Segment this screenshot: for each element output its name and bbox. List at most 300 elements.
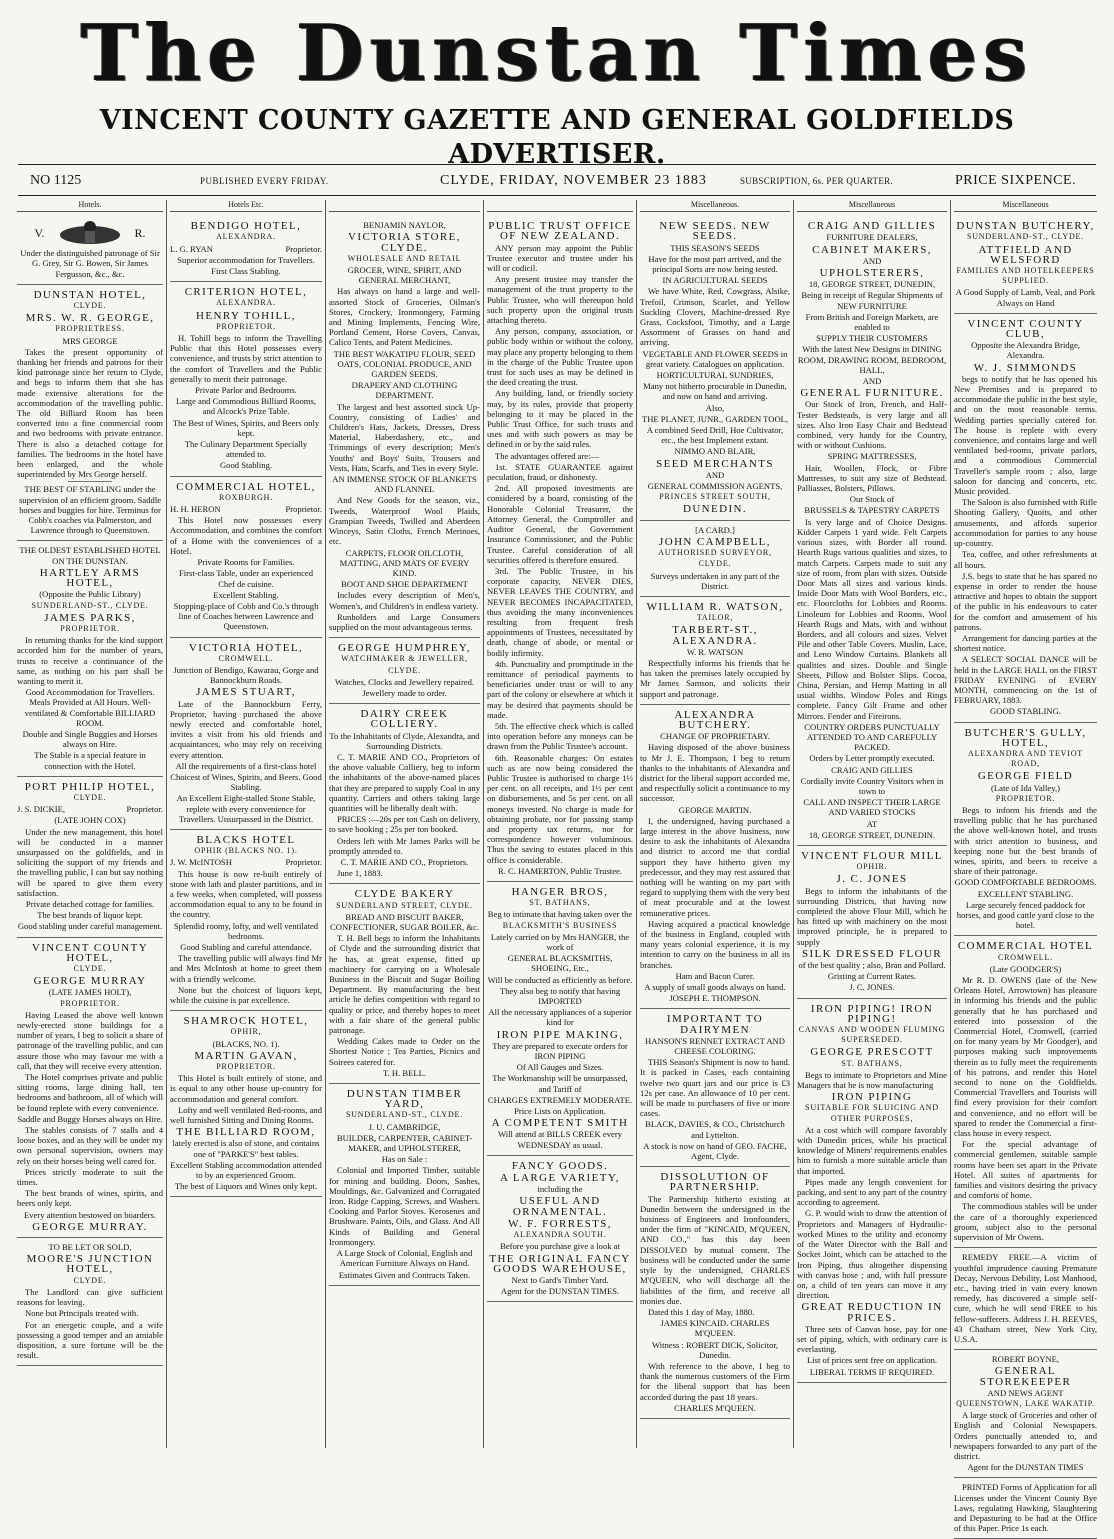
ad-paragraph: Having acquired a practical knowledge of the business in England, coupled with many years colonial experience, it is my intention to carry on the business in all its branches. [640, 918, 790, 970]
ad-paragraph: Includes every description of Men's, Women's, and Children's in endless variety. [329, 590, 480, 611]
ad-subheading: ST. BATHANS, [529, 898, 591, 908]
advertisement [17, 1238, 163, 1366]
ad-line: Under the distinguished patronage of Sir G. Grey, Sir G. Bowen, Sir James Fergusson, &c., &c. [20, 248, 160, 279]
ad-line: GOOD STABLING. [990, 706, 1061, 717]
proprietor-title: Proprietor. [285, 857, 322, 868]
newspaper-subtitle: VINCENT COUNTY GAZETTE AND GENERAL GOLDFIELDS ADVERTISER. [99, 105, 1015, 170]
ad-heading: ATTFIELD AND WELSFORD [978, 243, 1073, 266]
ad-paragraph: 4th. Punctuality and promptitude in the remittance of periodical payments to beneficiaries under trust or will to any part of the colony or elsewhere at which it may be desired that payments should be made. [487, 658, 633, 720]
ad-line: Jewellery made to order. [362, 687, 447, 698]
ad-line: Large securely fenced paddock for horses, and good cattle yard close to the hotel. [956, 899, 1095, 931]
ad-heading: THE BILLIARD ROOM, [176, 1126, 316, 1139]
column-4 [483, 200, 636, 1448]
column-header: Hotels Etc. [170, 200, 322, 212]
column-2 [166, 200, 325, 1448]
proprietor-title: Proprietor. [285, 504, 322, 515]
advertisement [329, 216, 480, 638]
ad-subheading: SUNDERLAND-ST., CLYDE. [966, 232, 1085, 242]
ad-line: Private Parlor and Bedrooms. [195, 385, 297, 396]
ad-line: JAMES KINCAID. CHARLES M'QUEEN. [660, 1318, 770, 1339]
ad-line: BRUSSELS & TAPESTRY CARPETS [804, 505, 940, 516]
ad-line: Lately carried on by Mrs HANGER, the work of [490, 931, 630, 953]
ad-line: BREAD AND BISCUIT BAKER, CONFECTIONER, SUGAR BOILER, &c. [330, 911, 479, 932]
ad-line: CHARLES M'QUEEN. [674, 1402, 756, 1413]
ad-paragraph: Hair, Woollen, Flock, or Fibre Mattresses, to suit any size of Bedstead. Palliasses, Bolsters, Pillows. [797, 462, 947, 494]
ad-heading: HANGER BROS, [511, 886, 609, 898]
proprietor-title: Proprietor. [126, 804, 163, 815]
ad-line: FURNITURE DEALERS, [826, 232, 918, 243]
ad-subheading: ALEXANDRA SOUTH. [513, 1230, 607, 1240]
ad-line: AN IMMENSE STOCK OF BLANKETS AND FLANNEL [332, 474, 477, 495]
page-columns [14, 200, 1100, 1534]
ad-heading: VICTORIA STORE, CLYDE. [348, 231, 461, 254]
ad-heading: NEW SEEDS. NEW SEEDS. [659, 220, 771, 243]
ad-subheading: PROPRIETOR. [216, 321, 276, 331]
ad-line: Junction of Bendigo, Kawarau, Gorge and Bannockburn Roads. [173, 664, 319, 686]
advertisement [640, 521, 790, 597]
ad-paragraph: None but Principals treated with. [25, 1308, 139, 1319]
ad-line: GROCER, WINE, SPIRIT, AND GENERAL MERCHANT, [347, 265, 462, 286]
ad-subheading: SUNDERLAND STREET, CLYDE. [336, 900, 473, 910]
ad-line: SPRING MATTRESSES, [827, 451, 917, 462]
column-header: Miscellaneous [954, 200, 1097, 212]
ad-line: Many not hitherto procurable in Dunedin, and now on hand and arriving. [643, 381, 787, 402]
ad-paragraph: Having Leased the above well known newly-erected stone buildings for a number of years, I beg to solicit a share of patronage of the travelling public, and can assure those who may favour me with a call, that they will receive every attention. [17, 1009, 163, 1071]
ad-paragraph: Any building, land, or friendly society may, by its rules, provide that property belonging to it may be placed in the Public Trust Office, for such trusts and uses and with such powers as may be defined in or by the said rules. [487, 388, 633, 450]
advertisement [329, 638, 480, 704]
ad-paragraph: 1st. STATE GUARANTEE against peculation, fraud, or dishonesty. [487, 461, 633, 483]
ad-heading: FANCY GOODS. [511, 1159, 609, 1172]
ad-line: Good Stabling and careful attendance. [180, 942, 312, 952]
proprietor-name: J. W. McINTOSH [170, 857, 232, 868]
advertisement [170, 830, 322, 1011]
ad-line: THE BEST OF STABLING under the supervision of an efficient groom. Saddle horses and buggies for hire. Terminus for Cobb's coaches via Palmerston, and Lawrence through to Queenstown. [18, 484, 162, 536]
ad-heading: UPHOLSTERERS, [819, 267, 925, 280]
ad-subheading: CLYDE. [73, 792, 107, 802]
ad-heading: HARTLEY ARMS HOTEL, [39, 566, 141, 590]
ad-subheading: CANVAS AND WOODEN FLUMING SUPERSEDED. [798, 1025, 946, 1045]
ad-subheading: CLYDE. [73, 1275, 107, 1285]
ad-line: GENERAL COMMISSION AGENTS, [647, 481, 783, 492]
ad-name-row [17, 804, 163, 814]
ad-subheading: WATCHMAKER & JEWELLER, [341, 654, 468, 664]
advertisement [797, 999, 947, 1383]
ad-heading: W. F. FORRESTS, [508, 1217, 612, 1230]
ad-line: AND NEWS AGENT [987, 1387, 1064, 1398]
ad-name-row [170, 857, 322, 867]
ad-paragraph: Begs to inform the inhabitants of the surrounding Districts, that having now completed the above Flour Mill, which he has fitted up with machinery on the most improved principle, he is prepared to supply [797, 885, 947, 947]
ad-line: Superior accommodation for Travellers. [177, 254, 315, 265]
advertisement [17, 285, 163, 542]
ad-line: [A CARD.] [695, 524, 735, 535]
ad-paragraph: Colonial and Imported Timber, suitable for mining and building. Doors, Sashes, Mouldings, &c. Galvanized and Corrugated Iron. Ridge Capping, Screws, and Washers. Cooking and Parlor Stoves. Kerosenes and Brushware. Paints, Oils, and Glass. And All Kinds of Building and General Ironmongery. [329, 1165, 480, 1247]
proprietor-name: H. H. HERON [170, 504, 221, 515]
ad-line: To the Inhabitants of Clyde, Alexandra, and Surrounding Districts. [329, 730, 480, 751]
ad-line: HANSON'S RENNET EXTRACT AND CHEESE COLORING. [645, 1035, 785, 1057]
advertisement [170, 638, 322, 830]
ad-paragraph: With reference to the above, I beg to thank the numerous customers of the Firm for the liberal support that has been accorded during the past 18 years. [640, 1360, 790, 1402]
ad-line: Good stabling under careful management. [17, 921, 163, 932]
ad-paragraph: This Hotel is built entirely of stone, and is equal to any other house up-country for accommodation and general comfort. [170, 1073, 322, 1104]
ad-line: TO BE LET OR SOLD, [48, 1242, 132, 1253]
ad-paragraph: Late of the Bannockburn Ferry, Proprietor, having purchased the above newly erected and comfortable hotel, invites a visit from his old friends and acquaintances, who may rely on receiving every attention. [170, 698, 322, 760]
advertisement [17, 216, 163, 285]
ad-subheading: CROMWELL. [998, 952, 1053, 962]
advertisement [329, 704, 480, 884]
ad-line: Our Stock of [849, 494, 895, 505]
advertisement [954, 216, 1097, 314]
ad-line: VEGETABLE AND FLOWER SEEDS in great variety. Catalogues on application. [642, 348, 788, 369]
ad-line: CARPETS, FLOOR OILCLOTH, MATTING, AND MATS OF EVERY KIND. [339, 547, 470, 578]
ad-subheading: FAMILIES AND HOTELKEEPERS SUPPLIED. [956, 266, 1095, 286]
ad-paragraph: The Hotel comprises private and public sitting rooms, large dining hall, ten bedrooms and bathroom, all of which will be found replete with every convenience. [17, 1072, 163, 1113]
ad-line: BLACK, DAVIES, & CO., Christchurch and Lyttelton. [645, 1119, 785, 1140]
ad-line: T. H. BELL. [382, 1067, 427, 1078]
ad-line: Every attention bestowed on boarders. [24, 1209, 156, 1220]
ad-heading: SILK DRESSED FLOUR [801, 947, 943, 960]
ad-line: Splendid roomy, lofty, and well ventilated bedrooms. [173, 920, 319, 941]
ad-heading: IMPORTANT TO DAIRYMEN [666, 1013, 764, 1036]
ad-subheading: CLYDE. [73, 301, 107, 311]
ad-line: Will be conducted as efficiently as before. [487, 974, 633, 985]
ad-line: All the necessary appliances of a superior kind for [488, 1007, 632, 1028]
masthead-rule-bottom [18, 195, 1096, 196]
ad-line: J. U. CAMBRIDGE, [368, 1121, 441, 1132]
ad-line: They also beg to notify that having IMPORTED [499, 985, 621, 1007]
ad-line: Excellent Stabling. [213, 589, 279, 600]
ad-heading: CLYDE BAKERY [354, 888, 455, 901]
advertisement [17, 777, 163, 938]
ad-heading: CRAIG AND GILLIES [807, 220, 937, 233]
ad-heading: ALEXANDRA BUTCHERY. [674, 708, 756, 731]
ad-paragraph: Wedding Cakes made to Order on the Shortest Notice ; Tea Parties, Picnics and Soirees catered for. [329, 1036, 480, 1067]
ad-line: DRAPERY AND CLOTHING DEPARTMENT. [351, 380, 458, 401]
advertisement [170, 1011, 322, 1197]
ad-line: They are prepared to execute orders for IRON PIPING [492, 1040, 628, 1062]
column-7 [950, 200, 1100, 1534]
ad-line: Before you purchase give a look at [500, 1241, 620, 1252]
ad-subheading: CLYDE. [73, 964, 107, 973]
column-header [487, 200, 633, 212]
ad-heading: MRS. W. R. GEORGE, [25, 312, 155, 325]
ad-heading: BLACKS HOTEL [196, 833, 296, 846]
advertisement [640, 216, 790, 520]
ad-paragraph: Takes the present opportunity of thanking her friends and patrons for their kind patronage since her return to Clyde, and begs to inform them that she has made extensive alterations for the accommodation of the travelling public. The old Billiard Room has been converted into a fine commercial room and two bedrooms with private entrance. There is also a detached cottage for families. The bedrooms in the hotel have been enlarged, and the whole superintended by Mrs George herself. [17, 346, 163, 480]
ad-line: A Good Supply of Lamb, Veal, and Pork Always on Hand [955, 287, 1096, 308]
ad-line: GOOD COMFORTABLE BEDROOMS. [954, 877, 1097, 888]
ad-paragraph: Pipes made any length convenient for packing, and sent to any part of the country according to agreement. [797, 1176, 947, 1208]
ad-paragraph: In returning thanks for the kind support accorded him for the number of years, trusts to receive a continuance of the same, as nothing on his part shall be wanting to merit it. [17, 635, 163, 686]
ad-heading: BENDIGO HOTEL, [190, 220, 302, 233]
ad-paragraph: None but the choicest of liquors kept, while the cuisine is par excellence. [170, 984, 322, 1006]
ad-paragraph: PRINTED Forms of Application for all Licenses under the Vincent County Bye Laws, regulating Hawking, Slaughtering and Depasturing to be had at the Office of this Paper. Price 1s each. [954, 1482, 1097, 1534]
ad-line: Large and Commodious Billiard Rooms, and Alcock's Prize Table. [176, 396, 316, 417]
ad-name-row [170, 244, 322, 254]
column-header: Miscellaneous [797, 200, 947, 212]
ad-paragraph: The Partnership hitherto existing at Dunedin between the undersigned in the business of Engineers and Ironfounders, under the firm of "KINCAID, M'QUEEN, AND CO.," has this day been DISSOLVED by mutual consent. The business will be conducted under the same style by the undersigned, CHARLES M'QUEEN, who will discharge all the liabilities of the firm, and receive all monies due. [640, 1193, 790, 1306]
dateline [20, 170, 1094, 192]
ad-line: Choicest of Wines, Spirits, and Beers. Good Stabling. [170, 771, 322, 793]
ad-heading: DAIRY CREEK COLLIERY. [360, 708, 449, 731]
ad-line: AND [705, 469, 725, 480]
ad-line: The best brands of liquor kept. [37, 910, 143, 921]
ad-heading: USEFUL AND ORNAMENTAL. [512, 1195, 608, 1218]
ad-heading: GEORGE PRESCOTT [810, 1046, 934, 1059]
ad-line: HORTICULTURAL SUNDRIES, [656, 370, 774, 381]
ad-line: NIMMO AND BLAIR, [674, 446, 756, 457]
ad-subheading: ROXBURGH. [218, 492, 274, 502]
advertisement [487, 1156, 633, 1302]
ad-paragraph: 5th. The effective check which is called into operation before any moneys can be drawn from the Public Trustee's account. [487, 720, 633, 752]
ad-line: A combined Seed Drill, Hoe Cultivator, etc., the best Implement extant. [646, 425, 784, 446]
advertisement [640, 597, 790, 705]
ad-paragraph: The Landlord can give sufficient reasons for leaving. [17, 1286, 163, 1308]
column-5 [636, 200, 793, 1448]
ad-paragraph: Having disposed of the above business to Mr J. E. Thompson, I beg to return thanks to the inhabitants of Alexandra and district for the liberal support accorded me, and respectfully solicit a continuance to my successor. [640, 742, 790, 804]
ad-heading: DUNSTAN TIMBER YARD, [346, 1088, 463, 1111]
ad-heading: SHAMROCK HOTEL, [183, 1015, 309, 1028]
ad-line: Excellent Stabling accommodation attended to by an experienced Groom. [170, 1159, 322, 1181]
ad-line: First Class Stabling. [211, 266, 281, 277]
ad-heading: IRON PIPING [831, 1091, 913, 1104]
ad-heading: JAMES STUART, [196, 686, 296, 699]
ad-paragraph: ANY person may appoint the Public Trustee executor and trustee under his will or codicil. [487, 242, 633, 274]
ad-heading: DUNSTAN BUTCHERY, [956, 220, 1095, 233]
ad-heading: GEORGE FIELD [977, 770, 1074, 783]
column-header: Hotels. [17, 200, 163, 212]
ad-line: AT [866, 818, 878, 829]
ad-line: From British and Foreign Markets, are enabled to [805, 311, 939, 333]
advertisement [954, 314, 1097, 723]
ad-paragraph: The best brands of wines, spirits, and beers only kept. [17, 1188, 163, 1209]
ad-subheading: ALEXANDRA. [216, 232, 276, 242]
issue-number: NO 1125 [30, 173, 82, 188]
ad-paragraph: We have White, Red, Cowgrass, Alsike, Trefoil, Crimson, Scarlet, and Yellow Suckling Clovers, Machine-dressed Rye Grass, Cocksfoot, Timothy, and a Large Assortment of Grasses on hand and arriving. [640, 286, 790, 348]
ad-paragraph: J.S. begs to state that he has spared no expense in order to render the house attractive and hopes to obtain the support of the public in his endeavours to cater for the comfort and amusement of his patrons. [954, 570, 1097, 632]
ad-line: (Late of Ida Valley,) [991, 782, 1060, 793]
ad-subheading: PROPRIETOR. [216, 1062, 276, 1072]
advertisement [17, 938, 163, 1238]
ad-paragraph: C. T. MARIE AND CO., Proprietors of the above valuable Colliery, beg to inform the inhabitants of the above-named places that they are prepared to supply Coal in any quantity. Carriers and others taking large quantities will be liberally dealt with. [329, 751, 480, 813]
ad-heading: GEORGE MURRAY [33, 975, 147, 988]
ad-paragraph: Respectfully informs his friends that he has taken the premises lately occupied by Mr James Samson, and solicits their support and patronage. [640, 657, 790, 699]
ad-line: The Best of Wines, Spirits, and Beers only kept. [172, 417, 320, 438]
ad-line: Watches, Clocks and Jewellery repaired. [334, 676, 475, 687]
advertisement [954, 1478, 1097, 1539]
ad-line: Cordially invite Country Visitors when in town to [800, 775, 944, 796]
ad-paragraph: Tea, coffee, and other refreshments at all hours. [954, 549, 1097, 570]
ad-heading: TARBERT-ST., ALEXANDRA. [672, 624, 758, 647]
ad-heading: DISSOLUTION OF PARTNERSHIP. [660, 1171, 770, 1194]
ad-line: All the requirements of a first-class hotel [175, 760, 317, 771]
ad-line: Witness : ROBERT DICK, Solicitor, Dunedin. [651, 1339, 779, 1360]
ad-name-row [170, 504, 322, 514]
advertisement [954, 723, 1097, 937]
ad-paragraph: Three sets of Canvas hose, pay for one set of piping, which, with ordinary care is everlasting. [797, 1323, 947, 1355]
ad-heading: HENRY TOHILL, [196, 309, 296, 322]
ad-paragraph: PRICES :—20s per ton Cash on delivery, to save booking ; 25s per ton booked. [329, 814, 480, 835]
ad-heading: GEORGE HUMPHREY, [338, 642, 471, 655]
ad-line: List of prices sent free on application. [806, 1355, 938, 1366]
ad-paragraph: This Hotel now possesses every Accommodation, and combines the comfort of a Home with the conveniences of a Hotel. [170, 515, 322, 556]
ad-paragraph: Arrangement for dancing parties at the shortest notice. [954, 632, 1097, 654]
ad-subheading: TAILOR, [696, 613, 734, 623]
ad-paragraph: T. H. Bell begs to inform the Inhabitants of Clyde and the surrounding district that he has, at great expense, fitted up machinery for carrying on a Wholesale Business in the Biscuit and Sugar Boiling Department. By manufacturing the best article he defies competition with regard to quality or price, and thereby hopes to meet with a fair share of the general public patronage. [329, 933, 480, 1036]
ad-subheading: ST. BATHANS, [841, 1058, 903, 1068]
ad-subheading: CLYDE. [388, 665, 421, 675]
ad-paragraph: Orders left with Mr James Parks will be promptly attended to. [329, 835, 480, 856]
advertisement [487, 216, 633, 882]
ad-paragraph: The commodious stables will be under the care of a thoroughly experienced groom, subject also to the personal supervision of Mr Owens. [954, 1201, 1097, 1243]
advertisement [17, 541, 163, 776]
ad-heading: PORT PHILIP HOTEL, [24, 780, 156, 793]
ad-heading: GENERAL FURNITURE. [800, 387, 944, 400]
price: PRICE SIXPENCE. [955, 173, 1077, 188]
ad-line: Agent for the DUNSTAN TIMES [967, 1462, 1084, 1473]
ad-paragraph: Any present trustee may transfer the management of the trust property to the Public Trustee, who will thereupon hold such property upon the original trusts attaching thereto. [487, 274, 633, 326]
ad-paragraph: A SELECT SOCIAL DANCE will be held in the LARGE HALL on the FIRST FRIDAY EVENING of EVERY MONTH, commencing on the 1st of FEBRUARY, 1883. [954, 654, 1097, 706]
ad-line: GENERAL BLACKSMITHS, SHOEING, Etc., [507, 953, 613, 974]
ad-subheading: BLACKSMITH'S BUSINESS [502, 920, 618, 930]
ad-line: SUPPLY THEIR CUSTOMERS [816, 333, 928, 344]
ad-line: LIBERAL TERMS IF REQUIRED. [809, 1366, 935, 1377]
ad-line: BENJAMIN NAYLOR, [363, 220, 446, 231]
ad-line: Of All Gauges and Sizes. [516, 1062, 604, 1073]
ad-line: (LATE JAMES HOLT), [48, 987, 132, 998]
ad-paragraph: June 1, 1883. [337, 868, 383, 879]
ad-paragraph: Under the new management, this hotel will be conducted in a manner unsurpassed on the goldfields, and in soliciting the support of my friends and the travelling public, I can but say nothing will be spared to give them every satisfaction. [17, 826, 163, 898]
ad-line: Good Accommodation for Travellers. Meals Provided at All Hours. Well-ventilated & Comfortable BILLIARD ROOM. [24, 687, 156, 728]
newspaper-title: The Dunstan Times [80, 8, 1034, 99]
crest-initial-right: R. [134, 226, 146, 241]
ad-line: A stock is now on hand of GEO. FACHE, Agent, Clyde. [643, 1140, 787, 1162]
ad-line: A supply of small goods always on hand. [644, 982, 786, 993]
ad-heading: A COMPETENT SMITH [491, 1117, 629, 1130]
ad-subheading: PROPRIETRESS. [55, 324, 125, 334]
ad-paragraph: A large stock of Groceries and other of English and Colonial Newspapers. Orders punctually attended to, and newspapers forwarded to any part of the district. [954, 1410, 1097, 1461]
ad-line: Orders by Letter promptly executed. [809, 753, 935, 764]
ad-line: A Large Stock of Colonial, English and American Furniture Always on Hand. [336, 1248, 473, 1269]
advertisement [329, 1084, 480, 1286]
issue-date: CLYDE, FRIDAY, NOVEMBER 23 1883 [440, 173, 707, 188]
ad-paragraph: The advantages offered are:— [495, 450, 600, 461]
ad-subheading: SUITABLE FOR SLUICING AND OTHER PURPOSES, [805, 1103, 939, 1123]
ad-heading: WILLIAM R. WATSON, [646, 600, 784, 613]
ad-paragraph: Our Stock of Iron, French, and Half-Tester Bedsteads, is very large and all sizes. Also Iron Easy Chair and Bedstead combined, very handy for the Country, with or without Cushions. [797, 399, 947, 451]
ad-line: The best of Liquors and Wines only kept. [174, 1181, 318, 1192]
advertisement [640, 1009, 790, 1167]
ad-subheading: CLYDE. [698, 559, 732, 569]
ad-paragraph: Dated this 1 day of May, 1880. [648, 1306, 755, 1317]
ad-line: An Excellent Eight-stalled Stone Stable, replete with every convenience for Travellers. Unsurpassed in the District. [176, 793, 316, 824]
publication-frequency: PUBLISHED EVERY FRIDAY. [200, 176, 329, 186]
column-3 [325, 200, 483, 1448]
ad-paragraph: For an energetic couple, and a wife possessing a good temper and an amiable disposition, a sure fortune will be the result. [17, 1319, 163, 1361]
ad-paragraph: Prices strictly moderate to suit the times. [17, 1166, 163, 1188]
ad-line: (Opposite the Public Library) [39, 589, 141, 600]
ad-line: EXCELLENT STABLING. [977, 888, 1074, 899]
ad-subheading: OPHIR. [856, 862, 888, 872]
ad-subheading: SUNDERLAND-ST., CLYDE. [345, 1110, 464, 1120]
ad-line: Next to Gard's Timber Yard. [511, 1274, 609, 1285]
column-header: Miscellaneous. [640, 200, 790, 212]
ad-line: The Workmanship will be unsurpassed, and Tariff of [492, 1073, 628, 1094]
ad-paragraph: For the special advantage of commercial gentlemen, suitable sample rooms have been set apart in the Private Hotel. All suites of apartments for families and visitors desiring the privacy and comforts of home. [954, 1139, 1097, 1201]
ad-line: GEORGE MARTIN. [678, 804, 752, 815]
ad-heading: A LARGE VARIETY, [500, 1172, 620, 1185]
advertisement [170, 216, 322, 282]
ad-subheading: ALEXANDRA. [216, 298, 276, 308]
ad-subheading: SUNDERLAND-ST., CLYDE. [31, 600, 149, 610]
ad-heading: PUBLIC TRUST OFFICE OF NEW ZEALAND. [488, 220, 632, 243]
ad-heading: IRON PIPE MAKING, [496, 1028, 624, 1041]
ad-line: The Stable is a special feature in connection with the Hotel. [34, 750, 146, 771]
ad-paragraph: At a cost which will compare favorably with Dunedin prices, while his practical knowledge of Miners' requirements enables him to furnish a more suitable article than that imported. [797, 1124, 947, 1176]
ad-line: CHANGE OF PROPRIETARY. [660, 731, 770, 742]
ad-line: 18, GEORGE STREET, DUNEDIN, [808, 279, 936, 290]
ad-paragraph: This house is now re-built entirely of stone with lath and plaster partitions, and in a few weeks, when completed, will possess accommodation equal to any to be found in the country. [170, 868, 322, 920]
ad-line: CRAIG AND GILLIES [831, 764, 913, 775]
ad-heading: GREAT REDUCTION IN PRICES. [801, 1301, 943, 1324]
ad-line: R. C. HAMERTON, Public Trustee. [498, 865, 622, 876]
ad-subheading: QUEENSTOWN, LAKE WAKATIP. [956, 1398, 1095, 1408]
royal-crest [17, 219, 163, 247]
ad-paragraph: I, the undersigned, having purchased a large interest in the above business, now desire to ask the inhabitants of Alexandra and district to accord me that cordial support they have hitherto given my predecessor, and they may rest assured that nothing will be wanting on my part with regard to supplying them with the very best of meat procurable and at the lowest remunerative prices. [640, 815, 790, 918]
ad-paragraph: Has always on hand a large and well-assorted Stock of Groceries, Oilman's Stores, Crockery, Ironmongery, Farming and Mining Implements, Fencing Wire, Portland Cement, Horse Covers, Canvas, Calico Tents, and Patent Medicines. [329, 286, 480, 348]
ad-paragraph: G. P. would wish to draw the attention of Proprietors and Managers of Hydraulic-worked Mines to the utility and economy of the Water Director with the Ball and Socket Joint, which can be attached to the Iron Piping, thus altogether dispensing with canvas hose ; and, with full pressure on, a child of ten years can move it any direction. [797, 1208, 947, 1301]
ad-line: Has on Sale : [381, 1154, 428, 1165]
ad-line: Being in receipt of Regular Shipments of NEW FURNITURE [801, 290, 943, 311]
ad-heading: IRON PIPING! IRON PIPING! [810, 1002, 934, 1025]
ad-heading: GEORGE MURRAY. [32, 1220, 148, 1233]
ad-line: The Culinary Department Specially attended to. [184, 439, 308, 460]
ad-line: (BLACKS, NO. 1). [212, 1038, 280, 1049]
ad-line: Estimates Given and Contracts Taken. [338, 1269, 471, 1280]
ad-line: W. R. WATSON [686, 646, 744, 657]
ad-paragraph: Begs to inform his friends and the travelling public that he has purchased the above well-known hotel, and trusts with strict attention to business, and keeping none but the best brands of wines, spirits, and beers to receive a share of their patronage. [954, 804, 1097, 877]
ad-heading: BUTCHER'S GULLY, HOTEL, [964, 726, 1087, 749]
ad-line: First-class Table, under an experienced Chef de cuisine. [178, 568, 314, 589]
ad-paragraph: begs to notify that he has opened his New Premises and is prepared to accommodate the public in the best style, and on the most reasonable terms. Wedding parties specially catered for. The house is replete with every convenience, and contains large and well ventilated bed-rooms, private parlors, and a commodious Commercial Traveller's sample room ; also, large saloon for dancing and concerts, etc. Music provided. [954, 373, 1097, 497]
ad-line: Private Rooms for Families. [197, 557, 295, 568]
ad-paragraph: Begs to intimate to Proprietors and Mine Managers that he is now manufacturing [797, 1069, 947, 1091]
ad-heading: MOORE'S JUNCTION HOTEL, [26, 1253, 154, 1276]
masthead-rule-top [18, 164, 1096, 165]
advertisement [954, 1248, 1097, 1350]
advertisement [640, 705, 790, 1010]
ad-subheading: PROPRIETOR. [60, 998, 120, 1008]
ad-paragraph: And New Goods for the season, viz., Tweeds, Waterproof Wool Plaids, Grampian Tweeds, Twilled and Aberdeen Winceys, Satin Cloths, French Merinoes, etc. [329, 495, 480, 547]
ad-line: THE BEST WAKATIPU FLOUR, SEED OATS, COLONIAL PRODUCE, AND GARDEN SEEDS. [333, 348, 476, 380]
ad-line: Price Lists on Application. [514, 1106, 606, 1117]
ad-heading: COMMERCIAL HOTEL, [176, 480, 316, 493]
ad-line: (LATE JOHN COX) [54, 815, 126, 826]
ad-paragraph: REMEDY FREE.—A victim of youthful imprudence causing Premature Decay, Nervous Debility, Lost Manhood, etc., having tried in vain every known remedy, has discovered a simple self-cure, which he will send FREE to his fellow-sufferers. Address J. H. REEVES, 43 Chatham street, New York City, U.S.A. [954, 1252, 1097, 1344]
ad-line: Good Stabling. [219, 460, 273, 471]
ad-line: Stopping-place of Cobb and Co.'s through line of Coaches between Lawrence and Queenstown. [173, 600, 319, 632]
ad-line: Agent for the DUNSTAN TIMES. [500, 1286, 620, 1297]
advertisement [170, 477, 322, 638]
ad-line: Will attend at BILLS CREEK every WEDNESDAY as usual. [498, 1129, 622, 1150]
ad-subheading: PRINCES STREET SOUTH, [659, 492, 771, 502]
proprietor-title: Proprietor. [285, 243, 322, 254]
ad-paragraph: THIS Season's Shipment is now to hand. It is packed in Cases, each containing twelve two quart jars and our price is £3 12s per case. An allowance of 10 per cent. will be made to purchasers of five or more cases. [640, 1057, 790, 1119]
ad-paragraph: The largest and best assorted stock Up-Country, consisting of Ladies' and Children's Hats, Jackets, Dresses, Dress Material, Haberdashery, etc., and Trimmings of every description; Men's Youths' and Boys' Suits, Trousers and Vests, Hats, Scarfs, and Ties in every Style. [329, 401, 480, 473]
ad-line: CALL AND INSPECT THEIR LARGE AND VARIED STOCKS [803, 797, 941, 818]
ad-line: Double and Single Buggies and Horses always on Hire. [22, 728, 158, 750]
proprietor-name: L. G. RYAN [170, 243, 213, 254]
subscription-rate: SUBSCRIPTION, 6s. PER QUARTER. [740, 176, 893, 186]
